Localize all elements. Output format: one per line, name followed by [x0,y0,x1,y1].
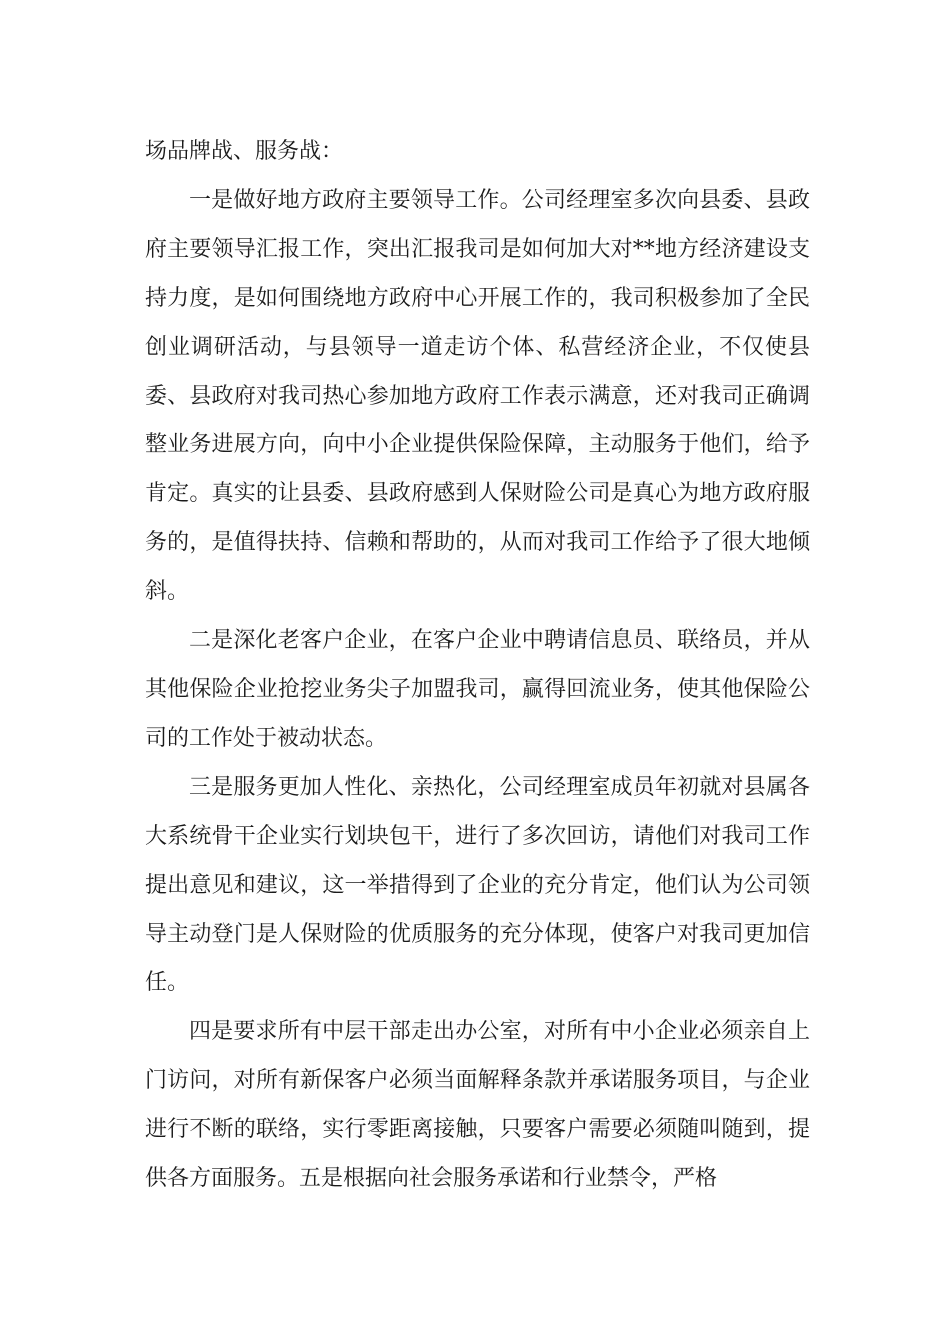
paragraph-two: 二是深化老客户企业，在客户企业中聘请信息员、联络员，并从其他保险企业抢挖业务尖子加盟我司，赢得回流业务，使其他保险公司的工作处于被动状态。 [145,628,810,751]
paragraph-continuation: 场品牌战、服务战： [145,139,344,164]
paragraph-three: 三是服务更加人性化、亲热化，公司经理室成员年初就对县属各大系统骨干企业实行划块包干，进行了多次回访，请他们对我司工作提出意见和建议，这一举措得到了企业的充分肯定，他们认为公司领导主动登门是人保财险的优质服务的充分体现，使客户对我司更加信任。 [145,774,810,996]
paragraph-four: 四是要求所有中层干部走出办公室，对所有中小企业必须亲自上门访问，对所有新保客户必须当面解释条款并承诺服务项目，与企业进行不断的联络，实行零距离接触，只要客户需要必须随叫随到，提供各方面服务。五是根据向社会服务承诺和行业禁令，严格 [145,1019,810,1192]
paragraph-one: 一是做好地方政府主要领导工作。公司经理室多次向县委、县政府主要领导汇报工作，突出汇报我司是如何加大对**地方经济建设支持力度，是如何围绕地方政府中心开展工作的，我司积极参加了全民创业调研活动，与县领导一道走访个体、私营经济企业，不仅使县委、县政府对我司热心参加地方政府工作表示满意，还对我司正确调整业务进展方向，向中小企业提供保险保障，主动服务于他们，给予肯定。真实的让县委、县政府感到人保财险公司是真心为地方政府服务的，是值得扶持、信赖和帮助的，从而对我司工作给予了很大地倾斜。 [145,187,810,605]
document-body [145,128,810,1204]
